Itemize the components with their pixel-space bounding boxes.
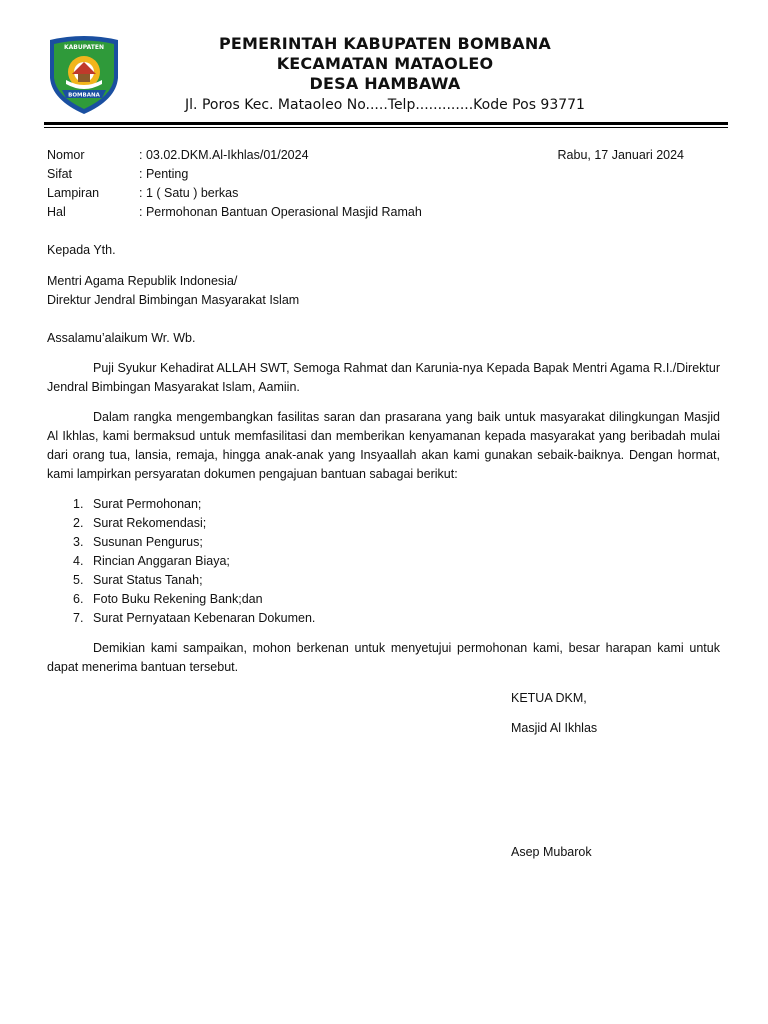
letterhead-line-3: DESA HAMBAWA [309,74,461,93]
meta-label: Hal [47,205,66,219]
list-item-text: Foto Buku Rekening Bank;dan [93,592,263,606]
kabupaten-bombana-logo [44,34,124,116]
signature-name: Asep Mubarok [511,845,592,859]
recipient-greeting: Kepada Yth. [47,243,116,257]
signature-role: KETUA DKM, [511,691,587,705]
signature-org: Masjid Al Ikhlas [511,721,598,735]
paragraph-closing: Demikian kami sampaikan, mohon berkenan untuk menyetujui permohonan kami, besar harapan kami untuk dapat menerima bantuan tersebut. [47,641,720,674]
list-item [47,514,720,533]
list-item-number: 5. [73,573,84,587]
list-item-text: Susunan Pengurus; [93,535,203,549]
list-item-text: Rincian Anggaran Biaya; [93,554,230,568]
list-item-number: 1. [73,497,84,511]
letter-date: Rabu, 17 Januari 2024 [557,148,684,162]
list-item [47,495,720,514]
list-item-number: 7. [73,611,84,625]
list-item-number: 6. [73,592,84,606]
list-item-text: Surat Pernyataan Kebenaran Dokumen. [93,611,316,625]
salam: Assalamu’alaikum Wr. Wb. [47,331,196,345]
logo-bottom-text: BOMBANA [68,92,100,99]
list-item-number: 3. [73,535,84,549]
list-item-number: 2. [73,516,84,530]
letterhead-line-1: PEMERINTAH KABUPATEN BOMBANA [218,34,552,53]
meta-row-hal [47,203,720,222]
list-item-text: Surat Status Tanah; [93,573,203,587]
list-item [47,571,720,590]
meta-value: : Penting [139,167,189,181]
meta-value: : 03.02.DKM.Al-Ikhlas/01/2024 [139,148,309,162]
list-item [47,590,720,609]
list-item [47,609,720,628]
meta-row-lampiran [47,184,720,203]
letterhead-address: Jl. Poros Kec. Mataoleo No.....Telp.............Kode Pos 93771 [185,97,585,113]
letter-body [47,146,720,677]
letterhead-divider-thin [44,127,728,128]
list-item-text: Surat Permohonan; [93,497,202,511]
paragraph-opening: Puji Syukur Kehadirat ALLAH SWT, Semoga Rahmat dan Karunia-nya Kepada Bapak Mentri Agama R.I./Direktur Jendral Bimbingan Masyarakat Islam, Aamiin. [47,361,720,394]
logo-top-text: KABUPATEN [64,44,104,51]
requirements-list [47,495,720,628]
list-item [47,552,720,571]
recipient-line-1: Mentri Agama Republik Indonesia/ [47,274,238,288]
meta-row-sifat [47,165,720,184]
meta-label: Lampiran [47,186,100,200]
meta-value: : Permohonan Bantuan Operasional Masjid Ramah [139,205,422,219]
letterhead [130,34,640,115]
letterhead-divider [44,122,728,125]
paragraph-purpose: Dalam rangka mengembangkan fasilitas saran dan prasarana yang baik untuk masyarakat dilingkungan Masjid Al Ikhlas, kami bermaksud untuk memfasilitasi dan memberikan kenyamanan kepada masyarakat yang beribadah mulai dari orang tua, lansia, remaja, hingga anak-anak yang Insyaallah akan kami gunakan sebaik-baiknya. Dengan hormat, kami lampirkan persyaratan dokumen pengajuan bantuan sabagai berikut: [47,410,720,481]
meta-value: : 1 ( Satu ) berkas [139,186,239,200]
meta-label: Sifat [47,167,73,181]
meta-block [47,146,720,222]
list-item [47,533,720,552]
list-item-text: Surat Rekomendasi; [93,516,207,530]
list-item-number: 4. [73,554,84,568]
recipient-line-2: Direktur Jendral Bimbingan Masyarakat Islam [47,293,300,307]
letterhead-line-2: KECAMATAN MATAOLEO [276,54,494,73]
meta-label: Nomor [47,148,85,162]
